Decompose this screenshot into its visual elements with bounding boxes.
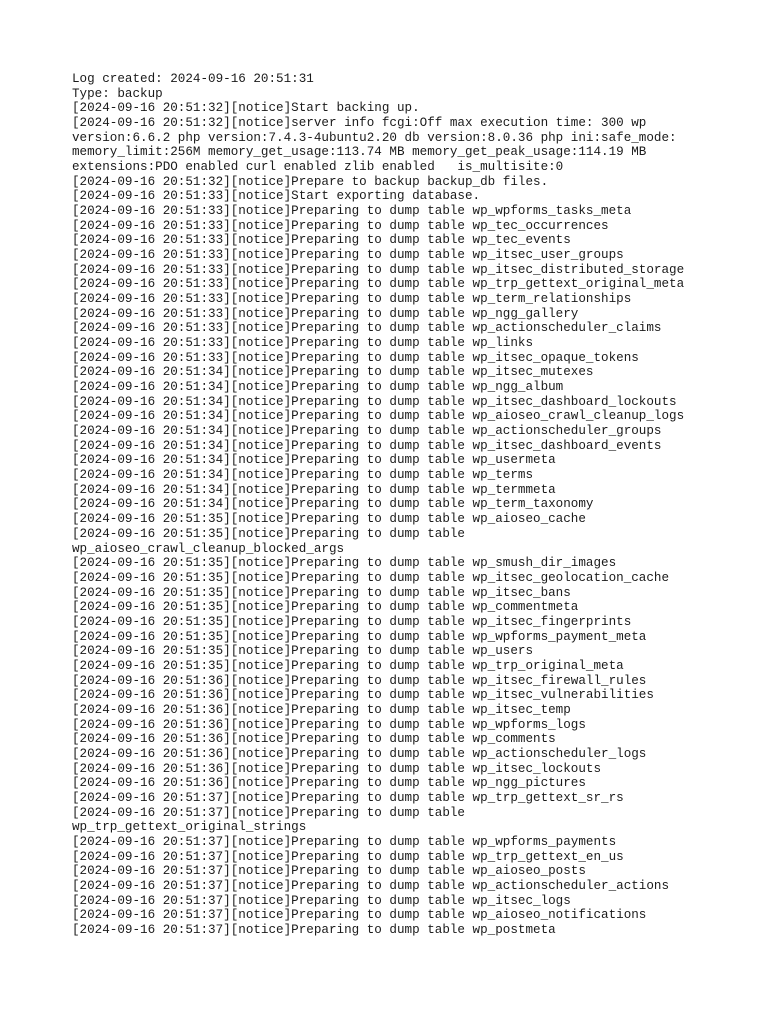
log-line: [2024-09-16 20:51:34][notice]Preparing to dump table wp_aioseo_crawl_cleanup_logs — [72, 409, 685, 424]
log-line: extensions:PDO enabled curl enabled zlib enabled is_multisite:0 — [72, 160, 564, 175]
log-line: [2024-09-16 20:51:33][notice]Preparing to dump table wp_trp_gettext_original_meta — [72, 277, 685, 292]
log-line: [2024-09-16 20:51:35][notice]Preparing to dump table wp_users — [72, 644, 534, 659]
log-line: [2024-09-16 20:51:32][notice]server info fcgi:Off max execution time: 300 wp — [72, 116, 647, 131]
log-line: [2024-09-16 20:51:35][notice]Preparing to dump table — [72, 526, 465, 541]
log-line: [2024-09-16 20:51:33][notice]Preparing to dump table wp_wpforms_tasks_meta — [72, 204, 632, 219]
log-line: [2024-09-16 20:51:37][notice]Preparing to dump table wp_wpforms_payments — [72, 834, 617, 849]
log-line: [2024-09-16 20:51:35][notice]Preparing to dump table wp_trp_original_meta — [72, 658, 624, 673]
log-line: [2024-09-16 20:51:35][notice]Preparing to dump table wp_itsec_bans — [72, 585, 571, 600]
log-line: [2024-09-16 20:51:37][notice]Preparing to dump table wp_itsec_logs — [72, 893, 571, 908]
log-line: [2024-09-16 20:51:35][notice]Preparing to dump table wp_smush_dir_images — [72, 556, 617, 571]
log-line: [2024-09-16 20:51:33][notice]Preparing to dump table wp_itsec_user_groups — [72, 248, 624, 263]
log-line: [2024-09-16 20:51:36][notice]Preparing to dump table wp_ngg_pictures — [72, 776, 586, 791]
log-line: [2024-09-16 20:51:36][notice]Preparing to dump table wp_actionscheduler_logs — [72, 746, 647, 761]
log-line: wp_trp_gettext_original_strings — [72, 820, 307, 835]
log-line: [2024-09-16 20:51:33][notice]Preparing to dump table wp_term_relationships — [72, 292, 632, 307]
log-line: [2024-09-16 20:51:34][notice]Preparing to dump table wp_itsec_dashboard_events — [72, 438, 662, 453]
log-line: [2024-09-16 20:51:37][notice]Preparing to dump table wp_aioseo_posts — [72, 864, 586, 879]
log-line: [2024-09-16 20:51:33][notice]Preparing to dump table wp_tec_occurrences — [72, 218, 609, 233]
log-line: memory_limit:256M memory_get_usage:113.74 MB memory_get_peak_usage:114.19 MB — [72, 145, 647, 160]
log-line: [2024-09-16 20:51:34][notice]Preparing to dump table wp_ngg_album — [72, 380, 564, 395]
log-line: [2024-09-16 20:51:34][notice]Preparing to dump table wp_usermeta — [72, 453, 556, 468]
log-line: [2024-09-16 20:51:33][notice]Preparing to dump table wp_ngg_gallery — [72, 306, 579, 321]
log-line: [2024-09-16 20:51:37][notice]Preparing to dump table wp_trp_gettext_sr_rs — [72, 790, 624, 805]
log-line: [2024-09-16 20:51:36][notice]Preparing to dump table wp_itsec_temp — [72, 702, 571, 717]
log-line: [2024-09-16 20:51:34][notice]Preparing to dump table wp_termmeta — [72, 482, 556, 497]
log-line: [2024-09-16 20:51:36][notice]Preparing to dump table wp_itsec_firewall_rules — [72, 673, 647, 688]
log-line: [2024-09-16 20:51:34][notice]Preparing to dump table wp_itsec_mutexes — [72, 365, 594, 380]
log-line: [2024-09-16 20:51:32][notice]Start backing up. — [72, 101, 420, 116]
log-line: [2024-09-16 20:51:35][notice]Preparing to dump table wp_aioseo_cache — [72, 512, 586, 527]
log-line: [2024-09-16 20:51:37][notice]Preparing to dump table wp_aioseo_notifications — [72, 908, 647, 923]
log-line: [2024-09-16 20:51:36][notice]Preparing to dump table wp_comments — [72, 732, 556, 747]
log-line: [2024-09-16 20:51:37][notice]Preparing to dump table wp_actionscheduler_actions — [72, 878, 670, 893]
log-line: version:6.6.2 php version:7.4.3-4ubuntu2.20 db version:8.0.36 php ini:safe_mode: — [72, 130, 677, 145]
log-line: [2024-09-16 20:51:34][notice]Preparing to dump table wp_itsec_dashboard_lockouts — [72, 394, 677, 409]
log-line: wp_aioseo_crawl_cleanup_blocked_args — [72, 541, 345, 556]
log-line: Log created: 2024-09-16 20:51:31 — [72, 72, 314, 86]
log-line: [2024-09-16 20:51:34][notice]Preparing to dump table wp_actionscheduler_groups — [72, 424, 662, 439]
log-line: [2024-09-16 20:51:35][notice]Preparing to dump table wp_itsec_fingerprints — [72, 614, 632, 629]
log-line: [2024-09-16 20:51:33][notice]Preparing to dump table wp_itsec_opaque_tokens — [72, 350, 639, 365]
log-line: [2024-09-16 20:51:35][notice]Preparing to dump table wp_commentmeta — [72, 600, 579, 615]
log-line: [2024-09-16 20:51:33][notice]Preparing to dump table wp_links — [72, 336, 534, 351]
log-line: [2024-09-16 20:51:32][notice]Prepare to backup backup_db files. — [72, 174, 549, 189]
log-line: [2024-09-16 20:51:33][notice]Preparing to dump table wp_tec_events — [72, 233, 571, 248]
log-line: [2024-09-16 20:51:33][notice]Preparing to dump table wp_itsec_distributed_storage — [72, 262, 685, 277]
log-line: Type: backup — [72, 86, 163, 101]
log-line: [2024-09-16 20:51:37][notice]Preparing to dump table — [72, 805, 465, 820]
log-line: [2024-09-16 20:51:35][notice]Preparing to dump table wp_wpforms_payment_meta — [72, 629, 647, 644]
log-line: [2024-09-16 20:51:33][notice]Start exporting database. — [72, 189, 481, 204]
log-line: [2024-09-16 20:51:34][notice]Preparing to dump table wp_terms — [72, 468, 534, 483]
log-line: [2024-09-16 20:51:35][notice]Preparing to dump table wp_itsec_geolocation_cache — [72, 570, 670, 585]
log-line: [2024-09-16 20:51:37][notice]Preparing to dump table wp_postmeta — [72, 922, 556, 937]
log-body — [72, 72, 712, 938]
log-line: [2024-09-16 20:51:33][notice]Preparing to dump table wp_actionscheduler_claims — [72, 321, 662, 336]
log-line: [2024-09-16 20:51:36][notice]Preparing to dump table wp_wpforms_logs — [72, 717, 586, 732]
log-line: [2024-09-16 20:51:36][notice]Preparing to dump table wp_itsec_vulnerabilities — [72, 688, 654, 703]
log-line: [2024-09-16 20:51:37][notice]Preparing to dump table wp_trp_gettext_en_us — [72, 849, 624, 864]
log-line: [2024-09-16 20:51:36][notice]Preparing to dump table wp_itsec_lockouts — [72, 761, 602, 776]
log-line: [2024-09-16 20:51:34][notice]Preparing to dump table wp_term_taxonomy — [72, 497, 594, 512]
